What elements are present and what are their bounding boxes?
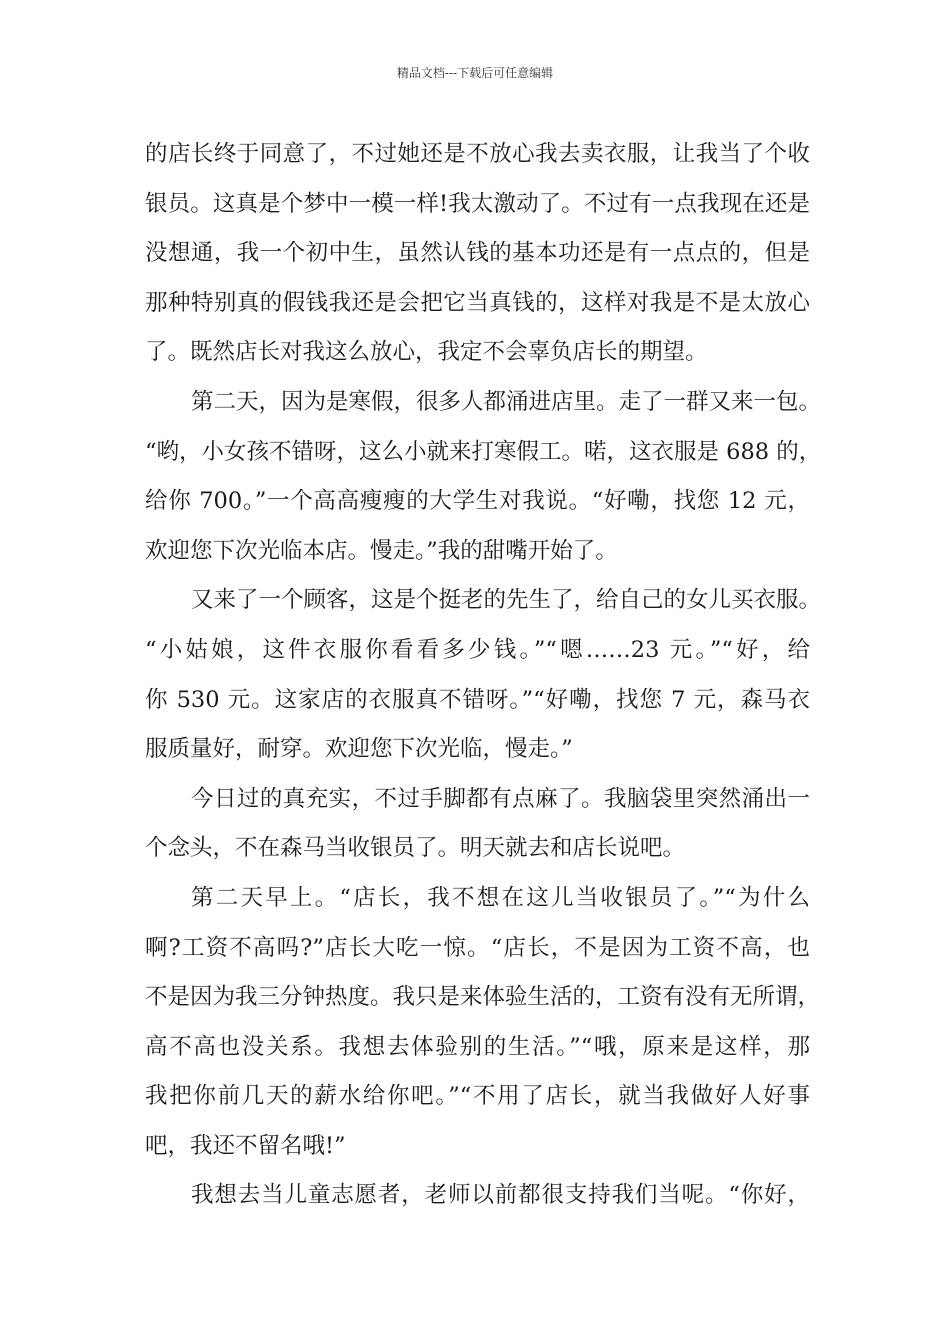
text-line: 欢迎您下次光临本店。慢走。”我的甜嘴开始了。 bbox=[145, 537, 618, 564]
text-line: 第二天，因为是寒假，很多人都涌进店里。走了一群又来一包。 bbox=[191, 388, 822, 415]
text-line: 你 530 元。这家店的衣服真不错呀。”“好嘞，找您 7 元，森马衣 bbox=[145, 686, 810, 713]
text-line: 我把你前几天的薪水给你吧。”“不用了店长，就当我做好人好事 bbox=[145, 1083, 810, 1110]
text-line: 那种特别真的假钱我还是会把它当真钱的，这样对我是不是太放心 bbox=[145, 289, 810, 316]
text-line: 银员。这真是个梦中一模一样!我太激动了。不过有一点我现在还是 bbox=[145, 190, 810, 217]
text-line: 了。既然店长对我这么放心，我定不会辜负店长的期望。 bbox=[145, 339, 708, 366]
text-line: 没想通，我一个初中生，虽然认钱的基本功还是有一点点的，但是 bbox=[145, 240, 810, 267]
text-line: 吧，我还不留名哦!” bbox=[145, 1132, 346, 1159]
text-line: 给你 700。”一个高高瘦瘦的大学生对我说。“好嘞，找您 12 元， bbox=[145, 488, 810, 515]
text-line: 不是因为我三分钟热度。我只是来体验生活的，工资有没有无所谓， bbox=[145, 984, 821, 1011]
text-line: 个念头，不在森马当收银员了。明天就去和店长说吧。 bbox=[145, 835, 686, 862]
text-line: “哟，小女孩不错呀，这么小就来打寒假工。喏，这衣服是 688 的， bbox=[145, 438, 822, 465]
text-line: “小姑娘，这件衣服你看看多少钱。”“嗯……23 元。”“好，给 bbox=[145, 636, 810, 663]
text-line: 的店长终于同意了，不过她还是不放心我去卖衣服，让我当了个收 bbox=[145, 141, 810, 167]
page-header: 精品文档---下载后可任意编辑 bbox=[396, 66, 554, 80]
text-line: 今日过的真充实，不过手脚都有点麻了。我脑袋里突然涌出一 bbox=[191, 785, 810, 812]
text-line: 高不高也没关系。我想去体验别的生活。”“哦，原来是这样，那 bbox=[145, 1033, 810, 1060]
text-line: 第二天早上。“店长，我不想在这儿当收银员了。”“为什么 bbox=[191, 884, 810, 911]
document-body bbox=[145, 130, 822, 1221]
text-line: 又来了一个顾客，这是个挺老的先生了，给自己的女儿买衣服。 bbox=[191, 587, 822, 614]
text-line: 我想去当儿童志愿者，老师以前都很支持我们当呢。“你好， bbox=[191, 1182, 810, 1209]
text-line: 服质量好，耐穿。欢迎您下次光临，慢走。” bbox=[145, 736, 573, 763]
text-line: 啊?工资不高吗?”店长大吃一惊。“店长，不是因为工资不高，也 bbox=[145, 934, 810, 961]
